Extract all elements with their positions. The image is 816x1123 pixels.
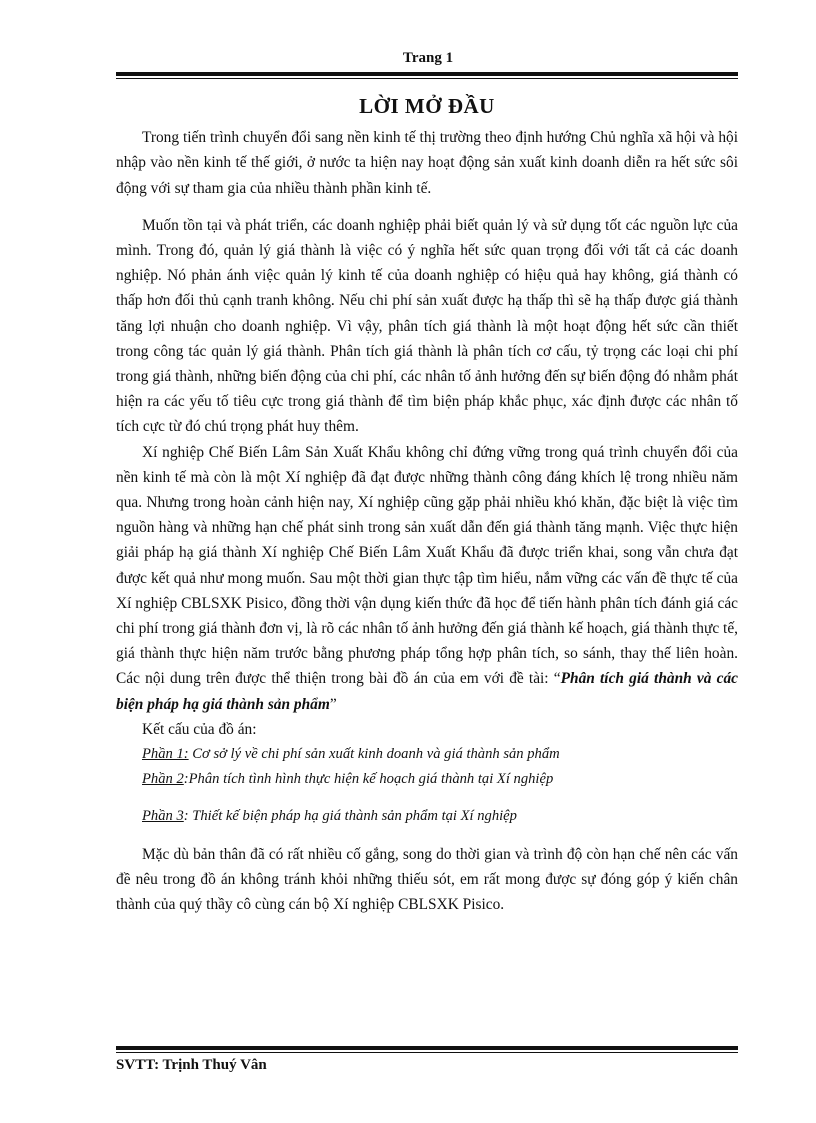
paragraph-enterprise [116,440,738,717]
document-body [116,94,738,917]
thesis-topic: Phân tích giá thành và các biện pháp hạ giá thành sản phẩm [116,670,738,713]
part-3 [116,804,738,829]
paragraph-closing: Mặc dù bản thân đã có rất nhiều cố gắng, song do thời gian và trình độ còn hạn chế nên các vấn đề nêu trong đồ án không tránh khỏi những thiếu sót, em rất mong được sự đóng góp ý kiến chân thành của quý thầy cô cùng cán bộ Xí nghiệp CBLSXK Pisico. [116,845,738,914]
part-1-text: Cơ sở lý về chi phí sản xuất kinh doanh và giá thành sản phẩm [188,746,560,763]
header-divider [116,72,738,79]
structure-intro: Kết cấu của đồ án: [142,720,257,738]
paragraph-cost-management: Muốn tồn tại và phát triển, các doanh nghiệp phải biết quản lý và sử dụng tốt các nguồn lực của mình. Trong đó, quản lý giá thành là việc có ý nghĩa hết sức quan trọng đối với tất cả các doanh nghiệp. Nó phản ánh việc quản lý kinh tế của doanh nghiệp có hiệu quả hay không, giá thành có thấp hơn đối thủ cạnh tranh không. Nếu chi phí sản xuất được hạ thấp thì sẽ hạ thấp được giá thành tăng lợi nhuận cho doanh nghiệp. Vì vậy, phân tích giá thành là một hoạt động hết sức cần thiết trong công tác quản lý giá thành. Phân tích giá thành là phân tích cơ cấu, tỷ trọng các loại chi phí trong giá thành, những biến động của chi phí, các nhân tố ảnh hưởng đến sự biến động đó nhằm phát hiện ra các yếu tố tiêu cực trong giá thành để tìm biện pháp khắc phục, xác định được các nhân tố tích cực từ đó chú trọng phát huy thêm. [116,216,738,436]
paragraph-intro: Trong tiến trình chuyển đổi sang nền kinh tế thị trường theo định hướng Chủ nghĩa xã hội và hội nhập vào nền kinh tế thế giới, ở nước ta hiện nay hoạt động sản xuất kinh doanh diễn ra hết sức sôi động với sự tham gia của nhiều thành phần kinh tế. [116,129,738,197]
part-3-label: Phần 3 [142,808,184,825]
page-title: LỜI MỞ ĐẦU [359,94,495,118]
part-1 [116,742,738,767]
part-1-label: Phần 1: [142,746,189,763]
part-2-text: :Phân tích tình hình thực hiện kế hoạch giá thành tại Xí nghiệp [183,771,554,788]
paragraph-enterprise-text: Xí nghiệp Chế Biến Lâm Sản Xuất Khẩu không chỉ đứng vững trong quá trình chuyển đổi của nền kinh tế mà còn là một Xí nghiệp đã đạt được những thành công đáng khích lệ trong nhiều năm qua. Nhưng trong hoàn cảnh hiện nay, Xí nghiệp cũng gặp phải nhiều khó khăn, đặc biệt là việc tìm nguồn hàng và những hạn chế phát sinh trong sản xuất dẫn đến giá thành tăng mạnh. Việc thực hiện giải pháp hạ giá thành Xí nghiệp Chế Biến Lâm Xuất Khẩu đã được triển khai, song vẫn chưa đạt được kết quả như mong muốn. Sau một thời gian thực tập tìm hiểu, nắm vững các vấn đề thực tế của Xí nghiệp CBLSXK Pisico, đồng thời vận dụng kiến thức đã học để tiến hành phân tích đánh giá các chi phí trong giá thành đơn vị, là rõ các nhân tố ảnh hưởng đến giá thành kế hoạch, giá thành thực tế, giá thành thực hiện năm trước bằng phương pháp tổng hợp phân tích, so sánh, thay thế liên hoàn. Các nội dung trên được thể thiện trong bài đồ án của em với đề tài: “ [116,443,738,688]
page-number-header: Trang 1 [402,50,454,66]
topic-close-quote: ” [329,695,337,713]
part-2-label: Phần 2 [142,771,184,788]
footer-divider [116,1046,738,1053]
part-2 [116,767,738,792]
footer-author: SVTT: Trịnh Thuý Vân [116,1057,267,1073]
part-3-text: : Thiết kế biện pháp hạ giá thành sản phẩm tại Xí nghiệp [183,808,517,825]
